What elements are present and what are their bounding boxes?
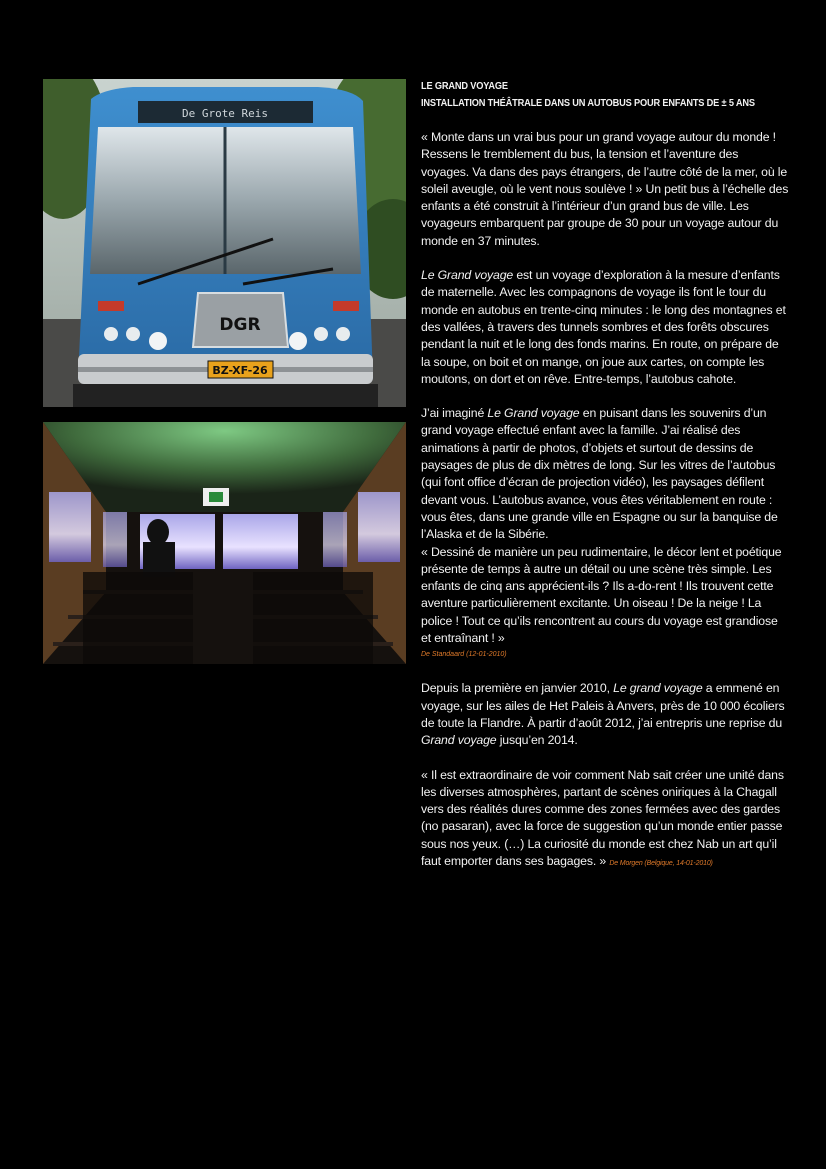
license-plate: BZ-XF-26 bbox=[212, 364, 268, 377]
paragraph-premiere bbox=[421, 680, 789, 749]
article-text bbox=[421, 78, 789, 889]
source-date: (Belgique, 14-01-2010) bbox=[642, 859, 713, 867]
paragraph-text: « Il est extraordinaire de voir comment Nab sait créer une unité dans les diverses atmosphères, partant de scènes oniriques à la Chagall vers des réalités dures comme des zones fermées avec des gardes (no pasaran), avec la force de suggestion qu’un monde entier passe sous nos yeux. (…) La curiosité du monde est chez Nab un art qu’il faut emporter dans ses bagages. » bbox=[421, 767, 784, 868]
paragraph-text: en puisant dans les souvenirs d’un grand voyage effectué enfant avec la famille. J’ai réalisé des animations à partir de photos, d’objets et surtout de dessins de paysages de plus de dix mètres de long. Sur les vitres de l’autobus (qui font office d’écran de projection vidéo), les paysages défilent devant vous. L’autobus avance, vous êtes véritablement en route : vous êtes, dans une grande ville en Espagne ou sur la banquise de l’Alaska et de la Sibérie. bbox=[421, 406, 778, 542]
bus-exterior-photo bbox=[43, 79, 406, 407]
paragraph-text: jusqu’en 2014. bbox=[496, 733, 578, 748]
source-date: (12-01-2010) bbox=[464, 651, 507, 659]
paragraph-quote-morgen bbox=[421, 767, 789, 873]
source-standaard bbox=[421, 650, 789, 660]
title-italic: Le grand voyage bbox=[613, 681, 703, 696]
article-title: LE GRAND VOYAGE bbox=[421, 80, 508, 92]
title-italic: Grand voyage bbox=[421, 733, 497, 748]
paragraph-text: J’ai imaginé bbox=[421, 406, 488, 421]
paragraph-text: est un voyage d’exploration à la mesure d’enfants de maternelle. Avec les compagnons de voyage ils font le tour du monde en autobus en trente-cinq minutes : le long des montagnes et des vallées, à travers des tunnels sombres et des forêts obscures pendant la nuit et le long des fonds marins. En route, on prépare de la soupe, on boit et on mange, on joue aux cartes, on compte les moutons, on dort et on rêve. Entre-temps, l’autobus cahote. bbox=[421, 268, 786, 386]
title-italic: Le Grand voyage bbox=[421, 268, 514, 283]
bus-logo: DGR bbox=[219, 315, 261, 335]
bus-interior-photo bbox=[43, 422, 406, 664]
paragraph-text: Depuis la première en janvier 2010, bbox=[421, 681, 614, 696]
paragraph-memories bbox=[421, 405, 789, 543]
article-subtitle: INSTALLATION THÉÂTRALE DANS UN AUTOBUS POUR ENFANTS DE ± 5 ANS bbox=[421, 97, 755, 109]
paragraph-intro: « Monte dans un vrai bus pour un grand voyage autour du monde ! Ressens le tremblement du bus, la tension et l’aventure des voyages. Va dans des pays étrangers, de l’autre côté de la mer, où le soleil aveugle, où le vent nous soulève ! » Un petit bus à l’échelle des enfants a été construit à l’intérieur d’un grand bus de ville. Les voyageurs embarquent par groupe de 30 pour un voyage autour du monde en 37 minutes. bbox=[421, 130, 789, 248]
source-name: De Morgen bbox=[609, 859, 643, 867]
paragraph-exploration bbox=[421, 267, 789, 388]
title-italic: Le Grand voyage bbox=[487, 406, 580, 421]
paragraph-quote-standaard: « Dessiné de manière un peu rudimentaire, le décor lent et poétique présente de temps à autre un détail ou une scène très simple. Les enfants de cinq ans apprécient-ils ? Ils a-do-rent ! Ils trouvent cette aventure particulièrement excitante. Un oiseau ! De la neige ! La police ! Tout ce qu’ils rencontrent au cours du voyage est grandiose et entraînant ! » bbox=[421, 544, 782, 646]
source-name: De Standaard bbox=[421, 651, 465, 659]
paragraph-text: a emmené en voyage, sur les ailes de Het Paleis à Anvers, près de 10 000 écoliers de toute la Flandre. À partir d’août 2012, j’ai entrepris une reprise du bbox=[421, 681, 785, 730]
bus-destination-sign: De Grote Reis bbox=[181, 107, 269, 120]
